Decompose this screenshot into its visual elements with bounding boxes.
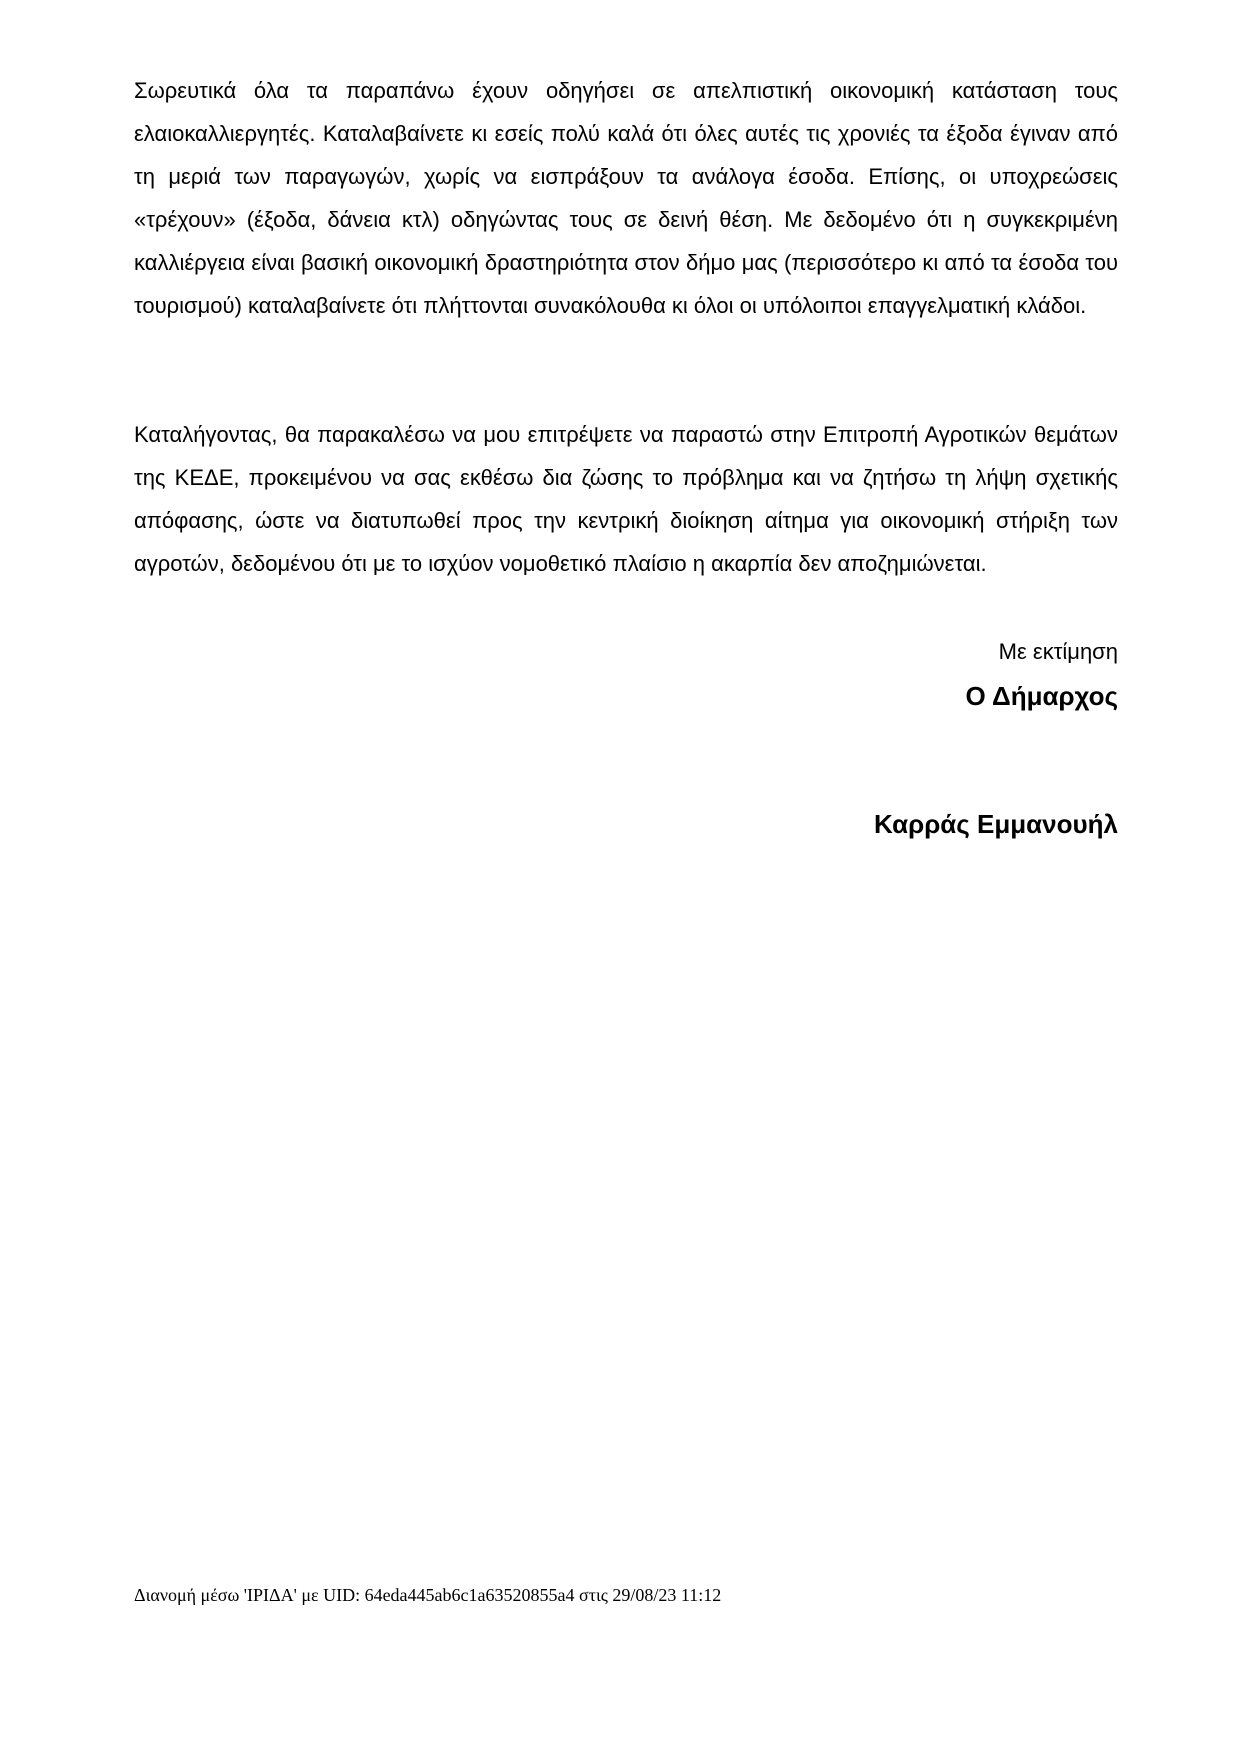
body-paragraph-2: Καταλήγοντας, θα παρακαλέσω να μου επιτρέψετε να παραστώ στην Επιτροπή Αγροτικών θεμάτων της ΚΕΔΕ, προκειμένου να σας εκθέσω δια ζώσης το πρόβλημα και να ζητήσω τη λήψη σχετικής απόφασης, ώστε να διατυπωθεί προς την κεντρική διοίκηση αίτημα για οικονομική στήριξη των αγροτών, δεδομένου ότι με το ισχύον νομοθετικό πλαίσιο η ακαρπία δεν αποζημιώνεται. <box>134 422 1118 576</box>
signature-greeting: Με εκτίμηση <box>998 639 1118 664</box>
signature-name: Καρράς Εμμανουήλ <box>873 809 1118 839</box>
distribution-footer: Διανομή μέσω 'ΙΡΙΔΑ' με UID: 64eda445ab6c1a63520855a4 στις 29/08/23 11:12 <box>134 1585 722 1605</box>
signature-title: Ο Δήμαρχος <box>965 681 1118 711</box>
body-paragraph-1: Σωρευτικά όλα τα παραπάνω έχουν οδηγήσει σε απελπιστική οικονομική κατάσταση τους ελαιοκαλλιεργητές. Καταλαβαίνετε κι εσείς πολύ καλά ότι όλες αυτές τις χρονιές τα έξοδα έγιναν από τη μεριά των παραγωγών, χωρίς να εισπράξουν τα ανάλογα έσοδα. Επίσης, οι υποχρεώσεις «τρέχουν» (έξοδα, δάνεια κτλ) οδηγώντας τους σε δεινή θέση. Με δεδομένο ότι η συγκεκριμένη καλλιέργεια είναι βασική οικονομική δραστηριότητα στον δήμο μας (περισσότερο κι από τα έσοδα του τουρισμού) καταλαβαίνετε ότι πλήττονται συνακόλουθα κι όλοι οι υπόλοιποι επαγγελματική κλάδοι. <box>134 78 1118 318</box>
